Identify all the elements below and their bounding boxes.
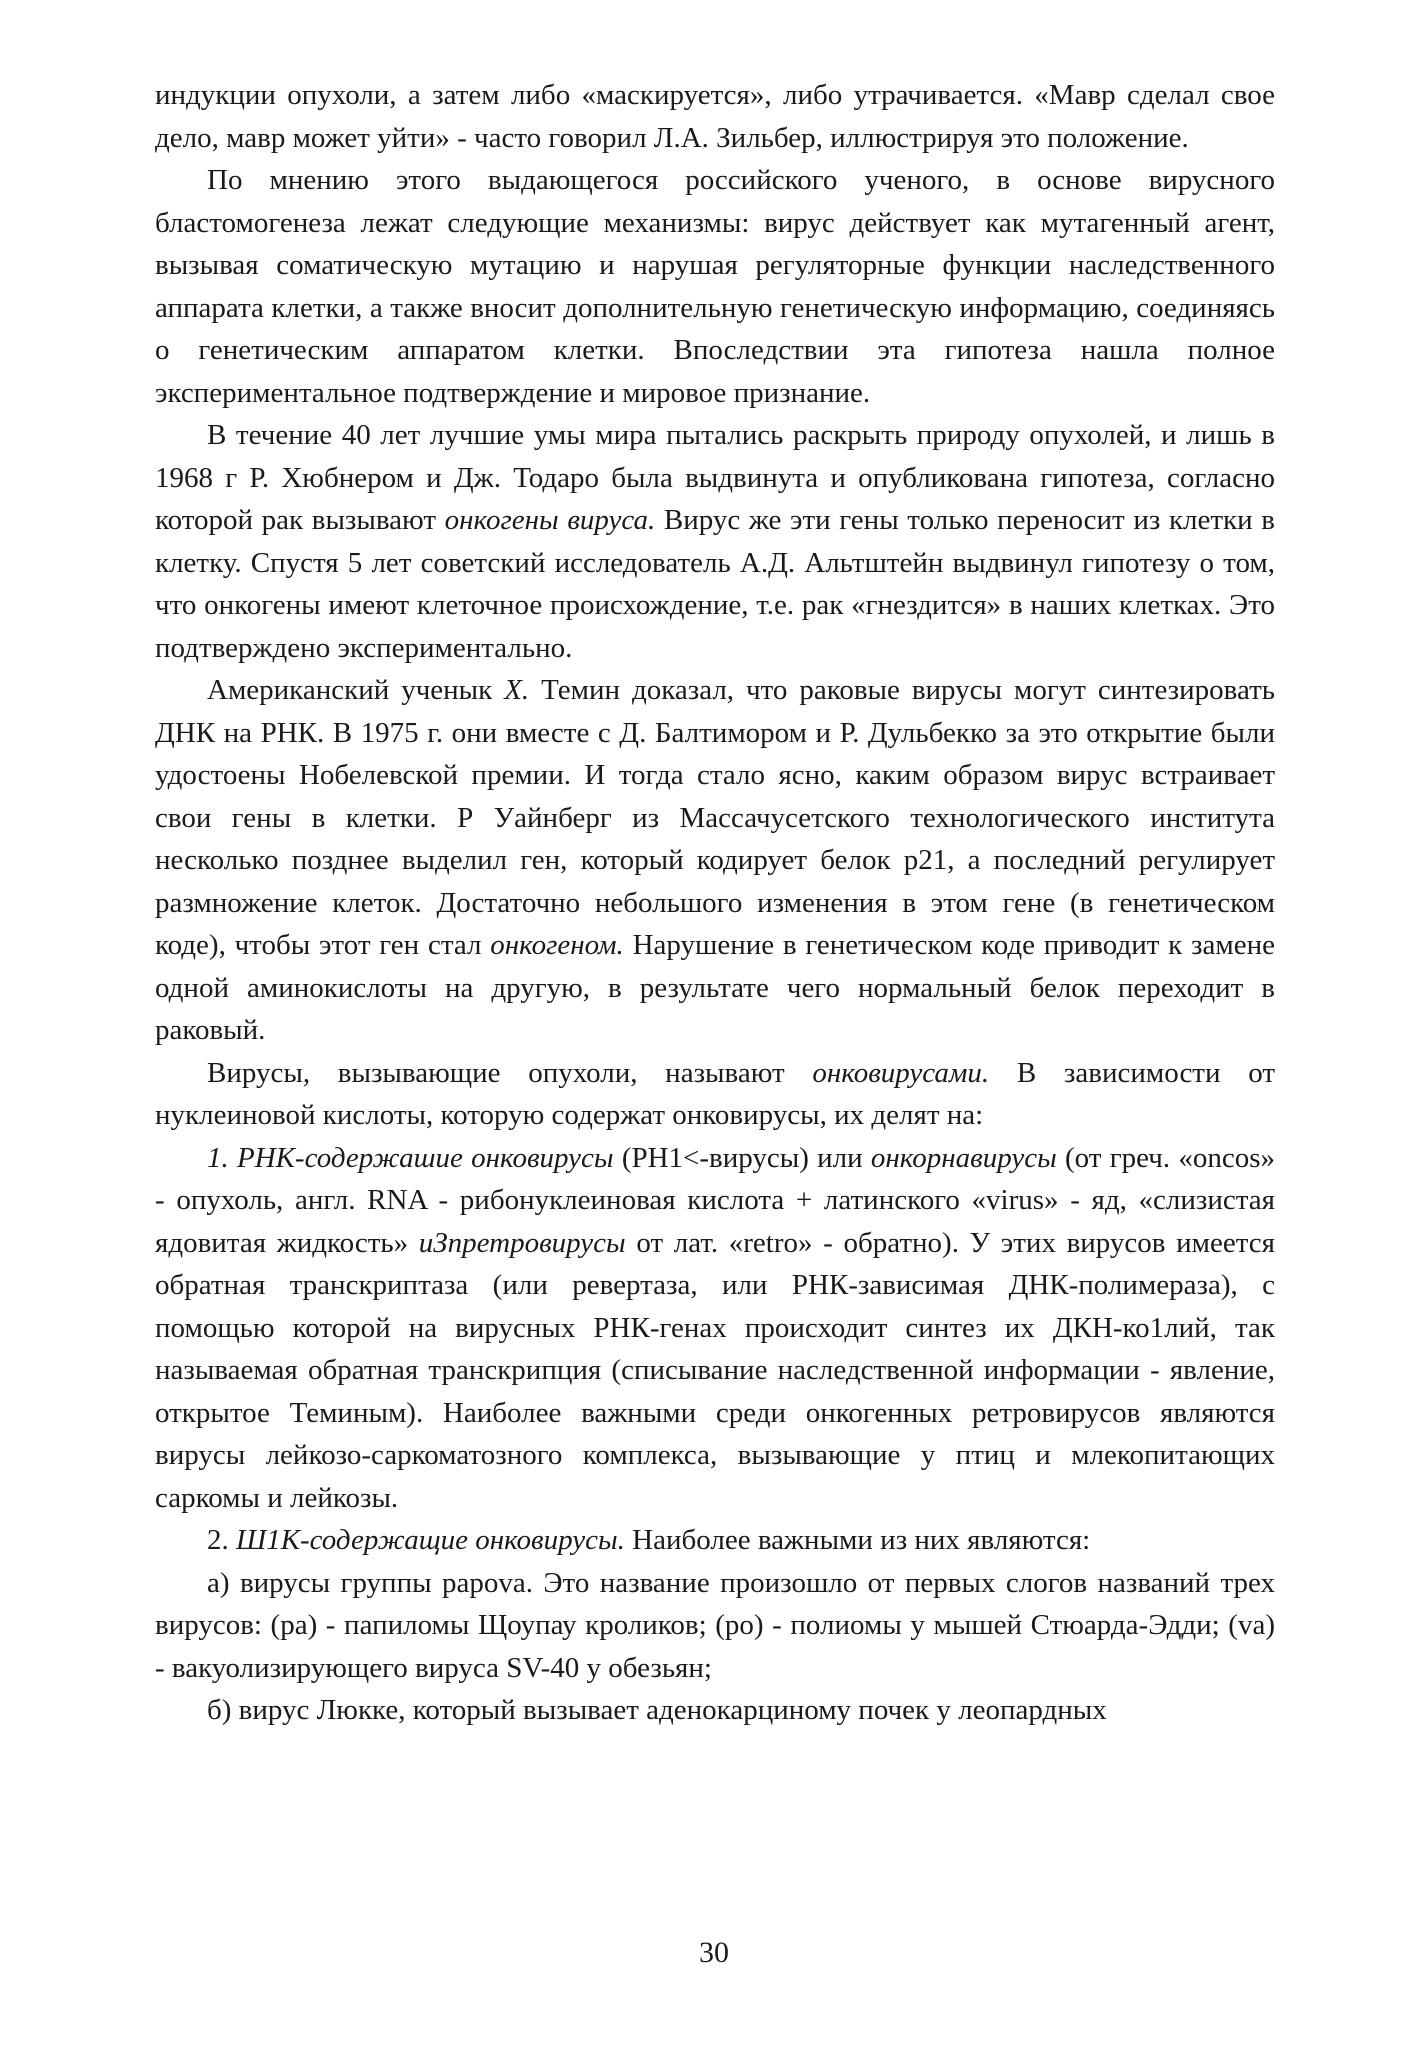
text-run: В течение 40 лет лучшие умы мира пытались раскрыть природу опухолей, и лишь в 1968 г Р. Хюбнером и Дж. Тодаро была выдвинута и опубликована гипотеза, согласно которой рак вызывают: [155, 419, 1275, 536]
text-run: (от греч. «oncos» - опухоль, англ. RNA - рибонуклеиновая кислота + латинского «virus» - яд, «слизистая ядовитая жидкость»: [155, 1141, 1275, 1259]
italic-term: онкогеном.: [490, 929, 624, 961]
page-number: 30: [699, 1936, 729, 1969]
paragraph: [155, 1689, 1275, 1732]
text-run: По мнению этого выдающегося российского ученого, в основе вирусного бластомогенеза лежат следующие механизмы: вирус действует как мутагенный агент, вызывая соматическую мутацию и нарушая регуляторные функции наследственного аппарата клетки, а также вносит дополнительную генетическую информацию, соединяясь о генетическим аппаратом клетки. Впоследствии эта гипотеза нашла полное экспериментальное подтверждение и мировое признание.: [155, 164, 1275, 409]
italic-term: 1. РНК-содержашие онковирусы: [207, 1141, 614, 1174]
text-run: 2.: [207, 1524, 236, 1556]
italic-term: онкогены вируса.: [444, 504, 656, 536]
text-run: Вирусы, вызывающие опухоли, называют: [207, 1056, 813, 1089]
paragraph: [155, 1519, 1275, 1562]
paragraph: [155, 74, 1275, 159]
italic-term: онковирусами.: [812, 1056, 990, 1089]
text-run: б) вирус Люкке, который вызывает аденокарциному почек у леопардных: [207, 1694, 1107, 1726]
text-run: В зависимости от нуклеиновой кислоты, которую содержат онковирусы, их делят на:: [155, 1056, 1276, 1131]
text-run: Темин доказал, что раковые вирусы могут синтезировать ДНК на РНК. В 1975 г. они вместе с Д. Балтимором и Р. Дульбекко за это открытие были удостоены Нобелевской премии. И тогда стало ясно, каким образом вирус встраивает свои гены в клетки. Р Уайнберг из Массачусетского технологического института несколько позднее выделил ген, который кодирует белок р21, а последний регулирует размножение клеток. Достаточно небольшого изменения в этом гене (в генетическом коде), чтобы этот ген стал: [155, 674, 1275, 961]
text-run: а) вирусы группы papova. Это название произошло от первых слогов названий трех вирусов: (pa) - папиломы Щоупау кроликов; (ро) - полиомы у мышей Стюарда-Эдди; (va) - вакуолизирующего вируса SV-40 у обезьян;: [155, 1566, 1275, 1684]
text-run: Вирус же эти гены только переносит из клетки в клетку. Спустя 5 лет советский исследователь А.Д. Альтштейн выдвинул гипотезу о том, что онкогены имеют клеточное происхождение, т.е. рак «гнездится» в наших клетках. Это подтверждено экспериментально.: [155, 504, 1275, 664]
text-run: Нарушение в генетическом коде приводит к замене одной аминокислоты на другую, в результате чего нормальный белок переходит в раковый.: [155, 929, 1275, 1046]
text-run: Наиболее важными из них являются:: [624, 1524, 1091, 1556]
text-run: Американский ученык: [207, 674, 505, 706]
paragraph: [155, 669, 1275, 1052]
italic-term: Ш1К-содержащие онковирусы.: [236, 1524, 625, 1556]
paragraph: [155, 414, 1275, 669]
text-run: от лат. «retro» - обратно). У этих вирусов имеется обратная транскриптаза (или ревертаза, или РНК-зависимая ДНК-полимераза), с помощью которой на вирусных РНК-генах происходит синтез их ДКН-ко1лий, так называемая обратная транскрипция (списывание наследственной информации - явление, открытое Теминым). Наиболее важными среди онкогенных ретровирусов являются вирусы лейкозо-саркоматозного комплекса, вызывающие у птиц и млекопитающих саркомы и лейкозы.: [155, 1226, 1275, 1514]
paragraph: [155, 1052, 1275, 1137]
paragraph: [155, 1562, 1275, 1690]
body-text: [155, 74, 1275, 1732]
paragraph: [155, 159, 1275, 414]
text-run: индукции опухоли, а затем либо «маскируется», либо утрачивается. «Мавр сделал свое дело, мавр может уйти» - часто говорил Л.А. Зильбер, иллюстрируя это положение.: [155, 79, 1275, 154]
text-run: (РН1<-вирусы) или: [613, 1141, 871, 1174]
paragraph: [155, 1137, 1275, 1520]
italic-term: онкорнавирусы: [870, 1141, 1057, 1174]
italic-term: иЗпретровирусы: [418, 1226, 626, 1259]
italic-term: X.: [504, 674, 530, 706]
